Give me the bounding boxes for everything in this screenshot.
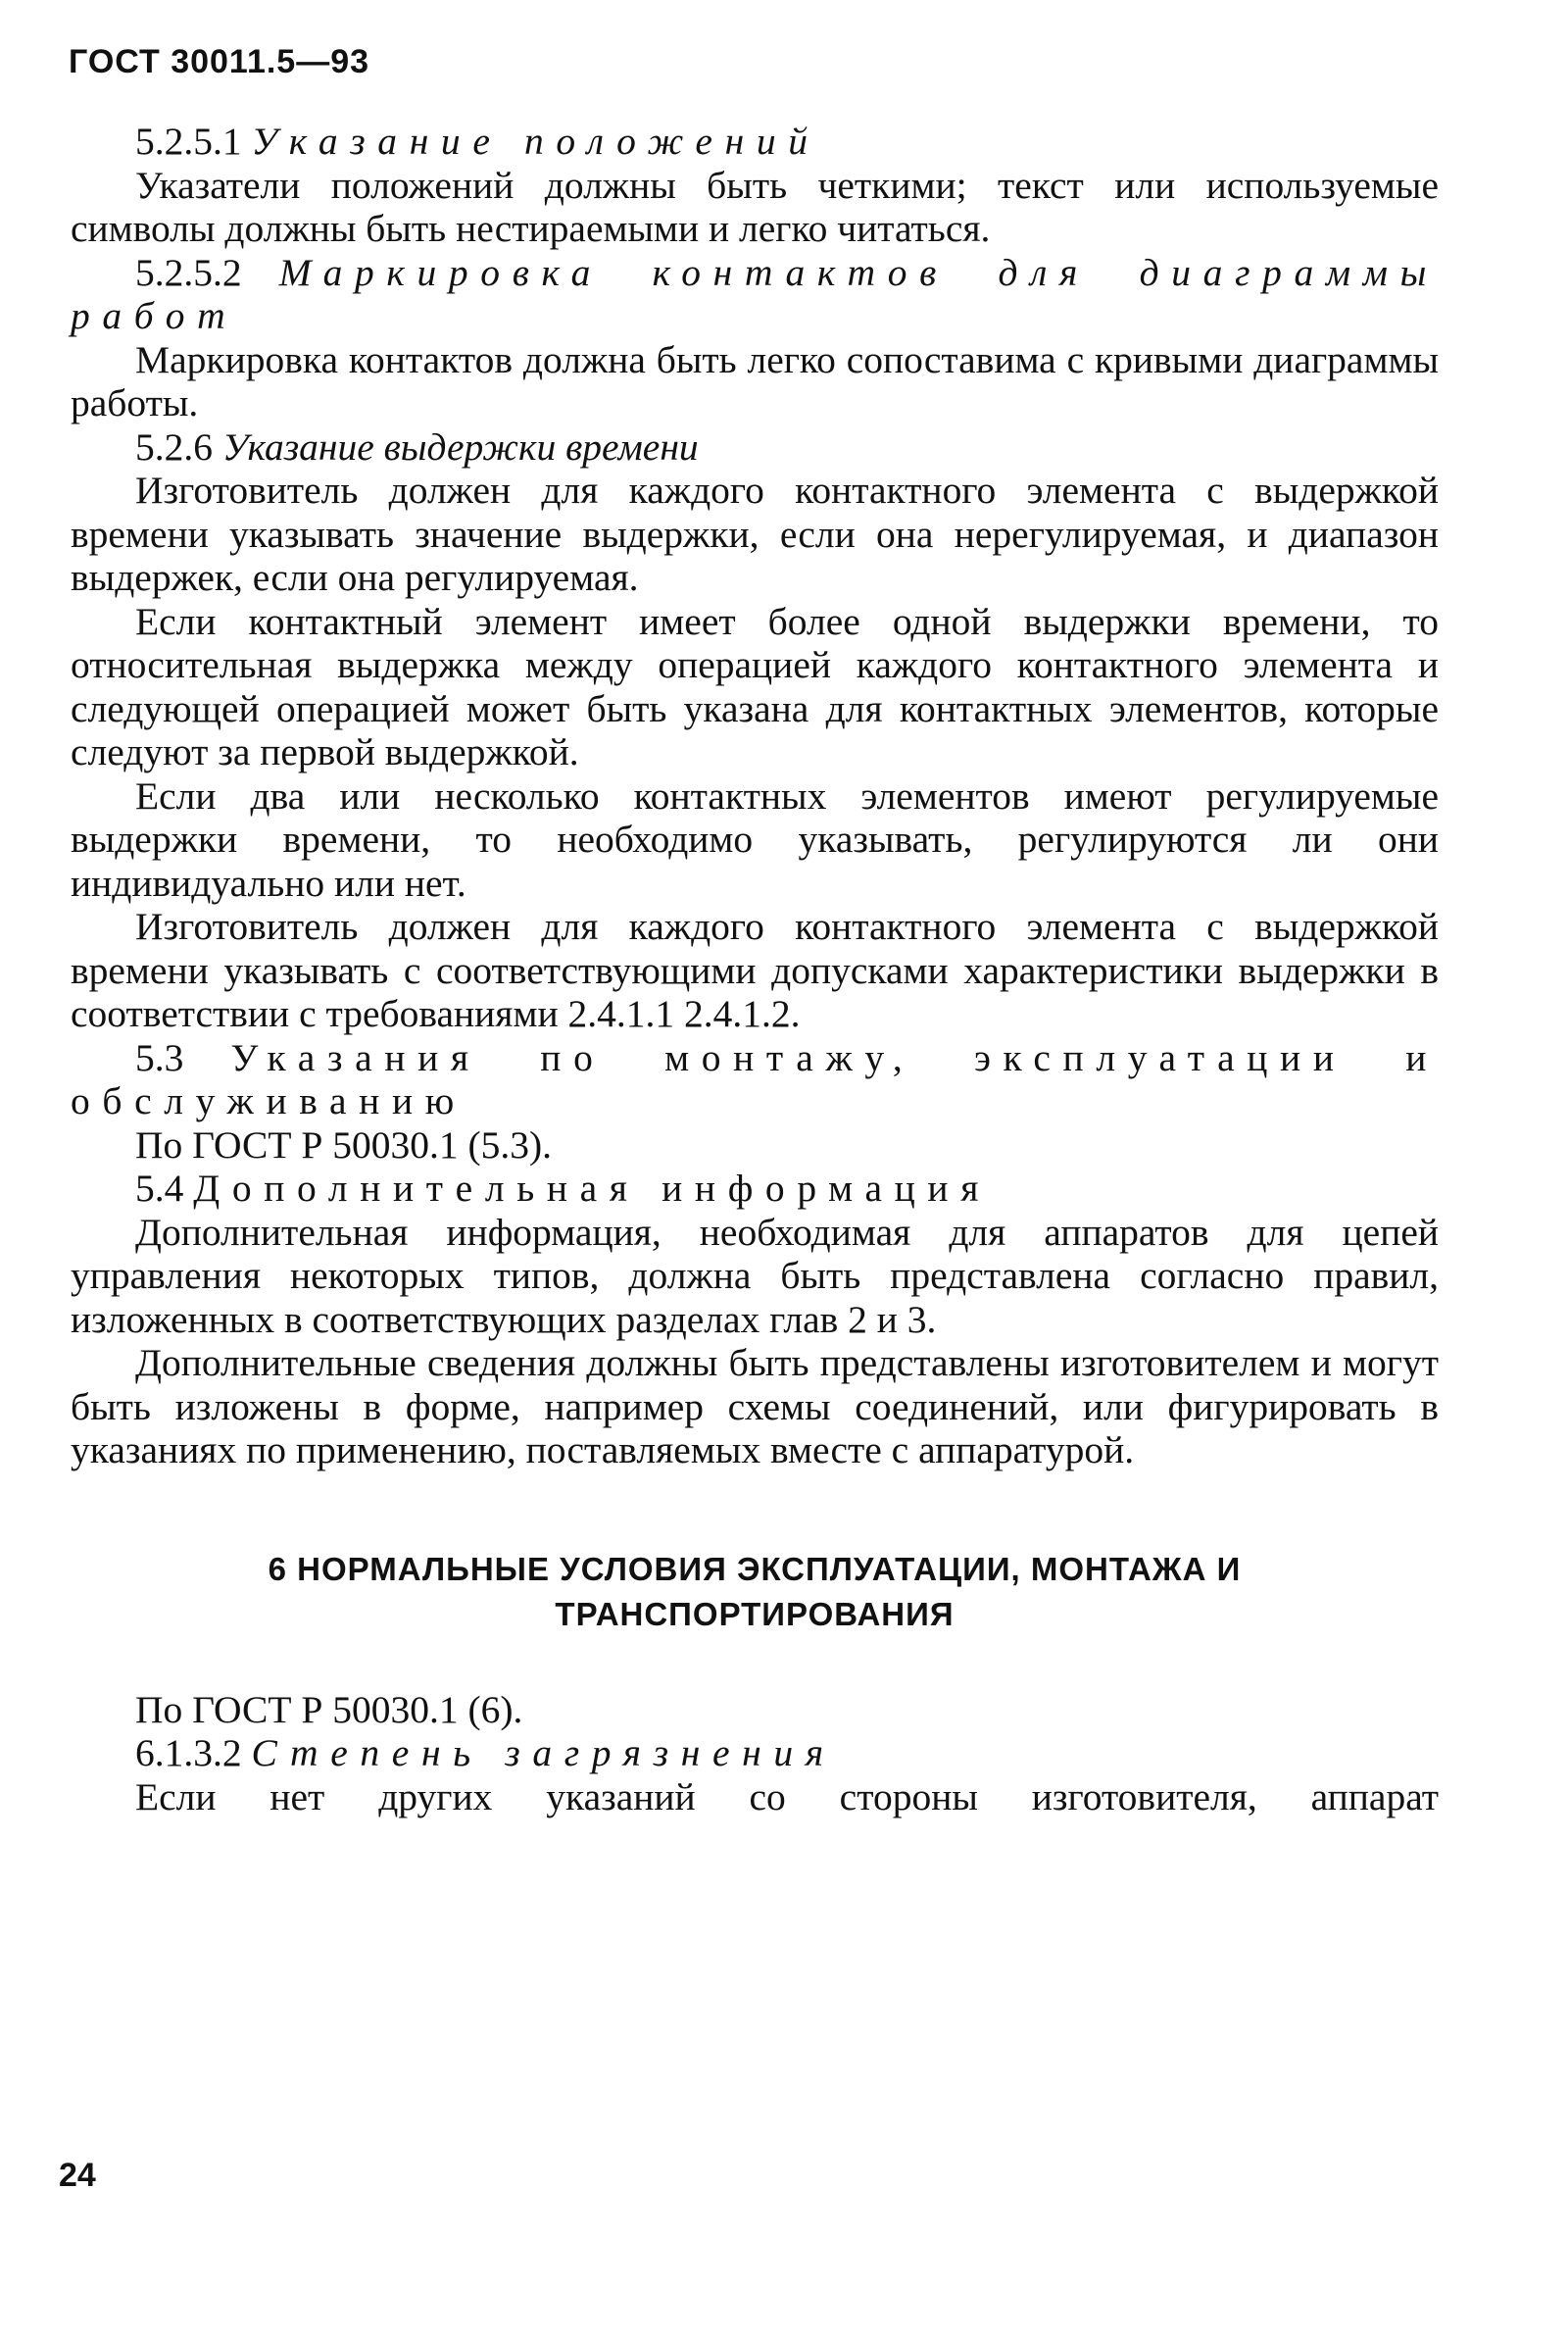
section-number: 5.4 bbox=[135, 1167, 184, 1210]
paragraph-5-2-6-1: Изготовитель должен для каждого контактного элемента с выдержкой времени указывать значение выдержки, если она нерегулируемая, и диапазон выдержек, если она регулируемая. bbox=[71, 469, 1439, 599]
document-code-header: ГОСТ 30011.5—93 bbox=[69, 43, 370, 80]
section-number: 5.2.6 bbox=[135, 424, 213, 469]
section-title: Указания по монтажу, эксплуатации и bbox=[230, 1035, 1439, 1079]
paragraph-6: По ГОСТ Р 50030.1 (6). bbox=[135, 1687, 523, 1731]
heading-5-2-5-2 bbox=[71, 251, 1439, 295]
paragraph-5-2-6-3: Если два или несколько контактных элементов имеют регулируемые выдержки времени, то необходимо указывать, регулируются ли они индивидуально или нет. bbox=[71, 773, 1439, 905]
paragraph-5-3: По ГОСТ Р 50030.1 (5.3). bbox=[135, 1122, 553, 1167]
heading-5-3 bbox=[71, 1036, 1439, 1080]
section-number: 6.1.3.2 bbox=[135, 1731, 242, 1774]
paragraph-5-4-1: Дополнительная информация, необходимая для аппаратов для цепей управления некоторых типов, должна быть представлена согласно правил, изложенных в соответствующих разделах глав 2 и 3. bbox=[71, 1210, 1439, 1341]
section-number: 5.3 bbox=[135, 1035, 184, 1079]
section-title: Маркировка контактов для диаграммы bbox=[278, 250, 1439, 294]
heading-5-3-continued bbox=[71, 1079, 1439, 1123]
paragraph-5-2-6-4: Изготовитель должен для каждого контактного элемента с выдержкой времени указывать с соответствующими допусками характеристики выдержки в соответствии с требованиями 2.4.1.1 2.4.1.2. bbox=[71, 905, 1439, 1035]
page-body bbox=[71, 120, 1439, 1818]
section-title: Указание положений bbox=[251, 120, 820, 163]
section-6-title: 6 НОРМАЛЬНЫЕ УСЛОВИЯ ЭКСПЛУАТАЦИИ, МОНТАЖА И ТРАНСПОРТИРОВАНИЯ bbox=[268, 1550, 1242, 1632]
section-number: 5.2.5.1 bbox=[135, 120, 242, 163]
section-number: 5.2.5.2 bbox=[135, 250, 242, 294]
paragraph-5-2-6-2: Если контактный элемент имеет более одной выдержки времени, то относительная выдержка между операцией каждого контактного элемента и следующей операцией может быть указана для контактных элементов, которые следуют за первой выдержкой. bbox=[71, 599, 1439, 773]
section-title: Степень загрязнения bbox=[251, 1731, 836, 1774]
section-title: Дополнительная информация bbox=[193, 1167, 992, 1210]
section-title-continued: работ bbox=[71, 294, 238, 337]
section-title-continued: обслуживанию bbox=[71, 1079, 466, 1122]
heading-5-2-5-1 bbox=[71, 120, 1439, 164]
paragraph-5-4-2: Дополнительные сведения должны быть представлены изготовителем и могут быть изложены в форме, например схемы соединений, или фигурировать в указаниях по применению, поставляемых вместе с аппаратурой. bbox=[71, 1341, 1439, 1471]
paragraph-5-2-5-2: Маркировка контактов должна быть легко сопоставима с кривыми диаграммы работы. bbox=[71, 337, 1439, 424]
heading-5-4 bbox=[71, 1167, 1439, 1211]
paragraph-5-2-5-1: Указатели положений должны быть четкими; текст или используемые символы должны быть нестираемыми и легко читаться. bbox=[71, 163, 1439, 250]
page-number: 24 bbox=[59, 2157, 96, 2194]
heading-6-1-3-2 bbox=[71, 1731, 1439, 1775]
section-title: Указание выдержки времени bbox=[221, 424, 699, 469]
heading-5-2-6 bbox=[71, 425, 1439, 470]
heading-5-2-5-2-continued bbox=[71, 294, 1439, 338]
paragraph-6-1-3-2: Если нет других указаний со стороны изготовителя, аппарат bbox=[135, 1774, 1439, 1818]
